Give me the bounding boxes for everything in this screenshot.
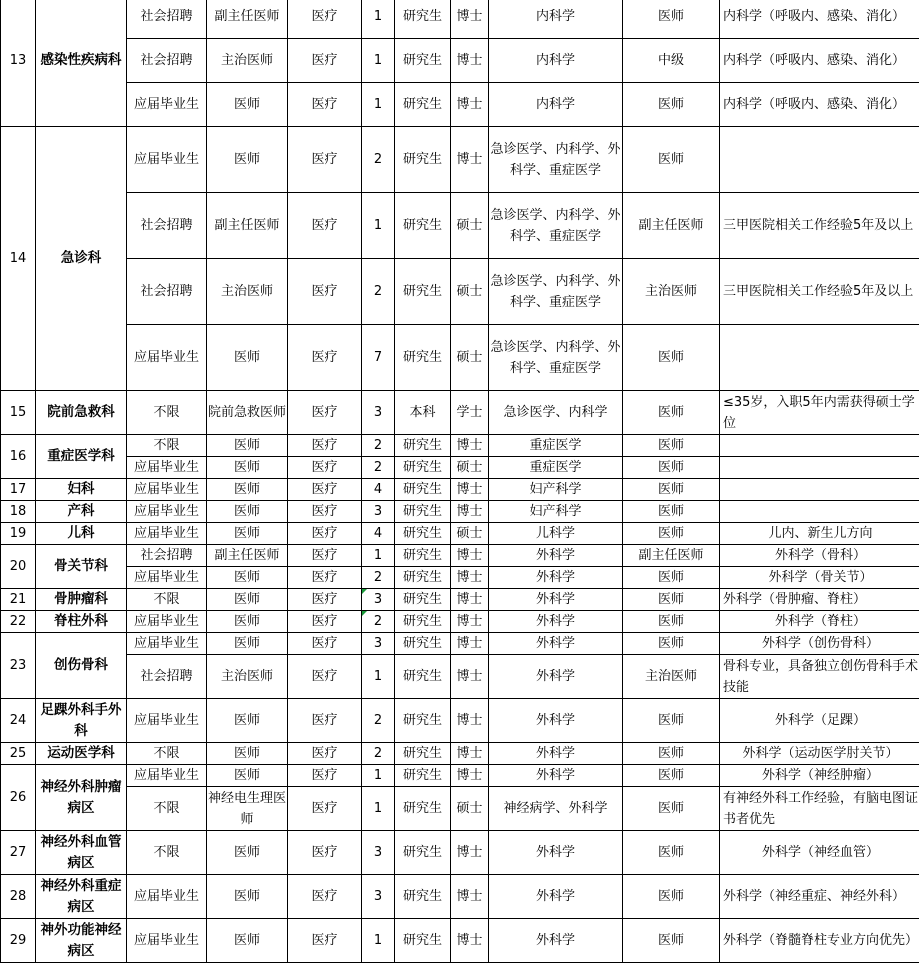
professional-title-cell: 医师: [623, 457, 720, 479]
table-row: [1, 611, 919, 633]
department-cell: 急诊科: [36, 127, 127, 391]
professional-title-cell: 医师: [623, 633, 720, 655]
department-cell: 感染性疾病科: [36, 0, 127, 127]
professional-title-cell: 医师: [623, 83, 720, 127]
recruit-type-cell: 不限: [127, 787, 207, 831]
major-cell: 内科学: [489, 83, 623, 127]
headcount-cell: 1: [362, 919, 395, 963]
category-cell: 医疗: [288, 875, 362, 919]
education-cell: 研究生: [395, 699, 451, 743]
recruit-type-cell: 应届毕业生: [127, 457, 207, 479]
degree-cell: 学士: [451, 391, 489, 435]
major-cell: 急诊医学、内科学: [489, 391, 623, 435]
serial-number-cell: 21: [1, 589, 36, 611]
education-cell: 研究生: [395, 655, 451, 699]
requirement-cell: ≤35岁，入职5年内需获得硕士学位: [720, 391, 919, 435]
headcount-cell: 2: [362, 435, 395, 457]
professional-title-cell: 医师: [623, 501, 720, 523]
table-row: [1, 765, 919, 787]
category-cell: 医疗: [288, 0, 362, 39]
category-cell: 医疗: [288, 831, 362, 875]
professional-title-cell: 医师: [623, 567, 720, 589]
headcount-cell: 2: [362, 259, 395, 325]
headcount-cell: 1: [362, 765, 395, 787]
professional-title-cell: 医师: [623, 831, 720, 875]
requirement-cell: [720, 127, 919, 193]
requirement-cell: 外科学（神经重症、神经外科）: [720, 875, 919, 919]
education-cell: 研究生: [395, 325, 451, 391]
major-cell: 急诊医学、内科学、外科学、重症医学: [489, 259, 623, 325]
table-row: [1, 127, 919, 193]
requirement-cell: 外科学（运动医学肘关节）: [720, 743, 919, 765]
degree-cell: 博士: [451, 501, 489, 523]
position-cell: 医师: [207, 919, 288, 963]
professional-title-cell: 副主任医师: [623, 545, 720, 567]
serial-number-cell: 25: [1, 743, 36, 765]
position-cell: 医师: [207, 743, 288, 765]
recruit-type-cell: 社会招聘: [127, 655, 207, 699]
professional-title-cell: 中级: [623, 39, 720, 83]
professional-title-cell: 医师: [623, 787, 720, 831]
category-cell: 医疗: [288, 325, 362, 391]
degree-cell: 硕士: [451, 325, 489, 391]
degree-cell: 硕士: [451, 523, 489, 545]
headcount-cell: 1: [362, 787, 395, 831]
table-row: [1, 83, 919, 127]
category-cell: 医疗: [288, 457, 362, 479]
requirement-cell: 三甲医院相关工作经验5年及以上: [720, 193, 919, 259]
education-cell: 本科: [395, 391, 451, 435]
serial-number-cell: 16: [1, 435, 36, 479]
table-row: [1, 743, 919, 765]
degree-cell: 博士: [451, 831, 489, 875]
headcount-cell: 7: [362, 325, 395, 391]
category-cell: 医疗: [288, 765, 362, 787]
headcount-cell: 2: [362, 699, 395, 743]
degree-cell: 博士: [451, 743, 489, 765]
headcount-cell: 1: [362, 193, 395, 259]
table-row: [1, 787, 919, 831]
headcount-cell: 2: [362, 567, 395, 589]
recruit-type-cell: 不限: [127, 831, 207, 875]
department-cell: 神外功能神经病区: [36, 919, 127, 963]
major-cell: 外科学: [489, 765, 623, 787]
serial-number-cell: 17: [1, 479, 36, 501]
table-row: [1, 479, 919, 501]
education-cell: 研究生: [395, 545, 451, 567]
table-row: [1, 655, 919, 699]
headcount-cell: 3: [362, 391, 395, 435]
requirement-cell: 外科学（脊髓脊柱专业方向优先）: [720, 919, 919, 963]
recruit-type-cell: 应届毕业生: [127, 633, 207, 655]
recruit-type-cell: 不限: [127, 589, 207, 611]
requirement-cell: [720, 325, 919, 391]
serial-number-cell: 22: [1, 611, 36, 633]
department-cell: 骨关节科: [36, 545, 127, 589]
recruit-type-cell: 应届毕业生: [127, 325, 207, 391]
education-cell: 研究生: [395, 611, 451, 633]
position-cell: 医师: [207, 589, 288, 611]
major-cell: 神经病学、外科学: [489, 787, 623, 831]
major-cell: 儿科学: [489, 523, 623, 545]
table-row: [1, 699, 919, 743]
headcount-cell: 3: [362, 875, 395, 919]
education-cell: 研究生: [395, 457, 451, 479]
recruit-type-cell: 应届毕业生: [127, 919, 207, 963]
position-cell: 医师: [207, 83, 288, 127]
table-row: [1, 523, 919, 545]
major-cell: 妇产科学: [489, 479, 623, 501]
professional-title-cell: 医师: [623, 765, 720, 787]
professional-title-cell: 主治医师: [623, 259, 720, 325]
headcount-cell: 1: [362, 655, 395, 699]
requirement-cell: [720, 501, 919, 523]
headcount-cell: 3: [362, 633, 395, 655]
position-cell: 副主任医师: [207, 193, 288, 259]
category-cell: 医疗: [288, 435, 362, 457]
category-cell: 医疗: [288, 567, 362, 589]
position-cell: 医师: [207, 699, 288, 743]
headcount-cell: 4: [362, 479, 395, 501]
category-cell: 医疗: [288, 523, 362, 545]
recruit-type-cell: 应届毕业生: [127, 765, 207, 787]
position-cell: 神经电生理医师: [207, 787, 288, 831]
professional-title-cell: 主治医师: [623, 655, 720, 699]
major-cell: 外科学: [489, 589, 623, 611]
table-row: [1, 875, 919, 919]
degree-cell: 博士: [451, 83, 489, 127]
requirement-cell: 外科学（神经血管）: [720, 831, 919, 875]
degree-cell: 博士: [451, 479, 489, 501]
department-cell: 创伤骨科: [36, 633, 127, 699]
requirement-cell: 内科学（呼吸内、感染、消化）: [720, 39, 919, 83]
position-cell: 副主任医师: [207, 545, 288, 567]
headcount-cell: 3: [362, 589, 395, 611]
education-cell: 研究生: [395, 83, 451, 127]
education-cell: 研究生: [395, 479, 451, 501]
serial-number-cell: 23: [1, 633, 36, 699]
category-cell: 医疗: [288, 391, 362, 435]
education-cell: 研究生: [395, 919, 451, 963]
position-cell: 医师: [207, 479, 288, 501]
professional-title-cell: 医师: [623, 743, 720, 765]
headcount-cell: 4: [362, 523, 395, 545]
recruit-type-cell: 社会招聘: [127, 193, 207, 259]
table-row: [1, 919, 919, 963]
degree-cell: 博士: [451, 919, 489, 963]
recruit-type-cell: 社会招聘: [127, 39, 207, 83]
major-cell: 急诊医学、内科学、外科学、重症医学: [489, 193, 623, 259]
education-cell: 研究生: [395, 523, 451, 545]
serial-number-cell: 27: [1, 831, 36, 875]
requirement-cell: [720, 479, 919, 501]
major-cell: 内科学: [489, 0, 623, 39]
department-cell: 神经外科重症病区: [36, 875, 127, 919]
professional-title-cell: 医师: [623, 611, 720, 633]
table-row: [1, 325, 919, 391]
recruit-type-cell: 不限: [127, 435, 207, 457]
education-cell: 研究生: [395, 875, 451, 919]
category-cell: 医疗: [288, 655, 362, 699]
education-cell: 研究生: [395, 39, 451, 83]
position-cell: 医师: [207, 523, 288, 545]
requirement-cell: 有神经外科工作经验，有脑电图证书者优先: [720, 787, 919, 831]
recruit-type-cell: 社会招聘: [127, 259, 207, 325]
category-cell: 医疗: [288, 193, 362, 259]
position-cell: 医师: [207, 325, 288, 391]
position-cell: 医师: [207, 611, 288, 633]
requirement-cell: [720, 435, 919, 457]
position-cell: 医师: [207, 457, 288, 479]
professional-title-cell: 医师: [623, 325, 720, 391]
table-row: [1, 457, 919, 479]
serial-number-cell: 14: [1, 127, 36, 391]
serial-number-cell: 13: [1, 0, 36, 127]
major-cell: 重症医学: [489, 457, 623, 479]
position-cell: 医师: [207, 567, 288, 589]
degree-cell: 博士: [451, 589, 489, 611]
major-cell: 外科学: [489, 567, 623, 589]
degree-cell: 博士: [451, 545, 489, 567]
education-cell: 研究生: [395, 567, 451, 589]
recruit-type-cell: 社会招聘: [127, 0, 207, 39]
position-cell: 医师: [207, 633, 288, 655]
position-cell: 主治医师: [207, 259, 288, 325]
recruit-type-cell: 不限: [127, 391, 207, 435]
table-row: [1, 589, 919, 611]
degree-cell: 硕士: [451, 457, 489, 479]
category-cell: 医疗: [288, 919, 362, 963]
major-cell: 妇产科学: [489, 501, 623, 523]
education-cell: 研究生: [395, 743, 451, 765]
education-cell: 研究生: [395, 435, 451, 457]
degree-cell: 硕士: [451, 259, 489, 325]
education-cell: 研究生: [395, 787, 451, 831]
recruit-type-cell: 应届毕业生: [127, 523, 207, 545]
professional-title-cell: 医师: [623, 699, 720, 743]
requirement-cell: 外科学（骨肿瘤、脊柱）: [720, 589, 919, 611]
requirement-cell: 外科学（神经肿瘤）: [720, 765, 919, 787]
degree-cell: 博士: [451, 633, 489, 655]
professional-title-cell: 医师: [623, 391, 720, 435]
category-cell: 医疗: [288, 589, 362, 611]
professional-title-cell: 医师: [623, 127, 720, 193]
department-cell: 产科: [36, 501, 127, 523]
position-cell: 医师: [207, 127, 288, 193]
category-cell: 医疗: [288, 699, 362, 743]
table-row: [1, 567, 919, 589]
table-row: [1, 831, 919, 875]
education-cell: 研究生: [395, 127, 451, 193]
position-cell: 院前急救医师: [207, 391, 288, 435]
recruit-type-cell: 应届毕业生: [127, 127, 207, 193]
major-cell: 外科学: [489, 633, 623, 655]
degree-cell: 博士: [451, 875, 489, 919]
department-cell: 神经外科肿瘤病区: [36, 765, 127, 831]
major-cell: 内科学: [489, 39, 623, 83]
major-cell: 外科学: [489, 875, 623, 919]
requirement-cell: 内科学（呼吸内、感染、消化）: [720, 83, 919, 127]
education-cell: 研究生: [395, 193, 451, 259]
category-cell: 医疗: [288, 479, 362, 501]
serial-number-cell: 15: [1, 391, 36, 435]
recruit-type-cell: 应届毕业生: [127, 611, 207, 633]
department-cell: 神经外科血管病区: [36, 831, 127, 875]
major-cell: 重症医学: [489, 435, 623, 457]
department-cell: 运动医学科: [36, 743, 127, 765]
table-row: [1, 193, 919, 259]
position-cell: 医师: [207, 435, 288, 457]
requirement-cell: 外科学（脊柱）: [720, 611, 919, 633]
category-cell: 医疗: [288, 501, 362, 523]
requirement-cell: 儿内、新生儿方向: [720, 523, 919, 545]
headcount-cell: 1: [362, 39, 395, 83]
headcount-cell: 3: [362, 501, 395, 523]
serial-number-cell: 28: [1, 875, 36, 919]
recruit-type-cell: 应届毕业生: [127, 875, 207, 919]
category-cell: 医疗: [288, 787, 362, 831]
department-cell: 骨肿瘤科: [36, 589, 127, 611]
headcount-cell: 2: [362, 743, 395, 765]
education-cell: 研究生: [395, 765, 451, 787]
recruit-type-cell: 应届毕业生: [127, 567, 207, 589]
position-cell: 医师: [207, 501, 288, 523]
recruit-type-cell: 应届毕业生: [127, 479, 207, 501]
recruit-type-cell: 不限: [127, 743, 207, 765]
education-cell: 研究生: [395, 831, 451, 875]
major-cell: 外科学: [489, 699, 623, 743]
education-cell: 研究生: [395, 0, 451, 39]
professional-title-cell: 医师: [623, 589, 720, 611]
department-cell: 妇科: [36, 479, 127, 501]
professional-title-cell: 医师: [623, 875, 720, 919]
major-cell: 外科学: [489, 611, 623, 633]
requirement-cell: 外科学（创伤骨科）: [720, 633, 919, 655]
table-row: [1, 435, 919, 457]
degree-cell: 博士: [451, 655, 489, 699]
education-cell: 研究生: [395, 633, 451, 655]
headcount-cell: 1: [362, 545, 395, 567]
position-cell: 医师: [207, 831, 288, 875]
department-cell: 重症医学科: [36, 435, 127, 479]
professional-title-cell: 副主任医师: [623, 193, 720, 259]
serial-number-cell: 19: [1, 523, 36, 545]
degree-cell: 博士: [451, 127, 489, 193]
position-cell: 主治医师: [207, 655, 288, 699]
degree-cell: 硕士: [451, 193, 489, 259]
category-cell: 医疗: [288, 611, 362, 633]
professional-title-cell: 医师: [623, 919, 720, 963]
category-cell: 医疗: [288, 127, 362, 193]
major-cell: 急诊医学、内科学、外科学、重症医学: [489, 325, 623, 391]
degree-cell: 博士: [451, 0, 489, 39]
professional-title-cell: 医师: [623, 479, 720, 501]
degree-cell: 博士: [451, 39, 489, 83]
serial-number-cell: 29: [1, 919, 36, 963]
requirement-cell: 骨科专业，具备独立创伤骨科手术技能: [720, 655, 919, 699]
requirement-cell: 外科学（足踝）: [720, 699, 919, 743]
category-cell: 医疗: [288, 545, 362, 567]
recruit-type-cell: 应届毕业生: [127, 501, 207, 523]
education-cell: 研究生: [395, 501, 451, 523]
degree-cell: 博士: [451, 611, 489, 633]
requirement-cell: 外科学（骨科）: [720, 545, 919, 567]
position-cell: 主治医师: [207, 39, 288, 83]
category-cell: 医疗: [288, 743, 362, 765]
table-row: [1, 391, 919, 435]
professional-title-cell: 医师: [623, 523, 720, 545]
serial-number-cell: 26: [1, 765, 36, 831]
department-cell: 脊柱外科: [36, 611, 127, 633]
serial-number-cell: 18: [1, 501, 36, 523]
serial-number-cell: 24: [1, 699, 36, 743]
position-cell: 医师: [207, 875, 288, 919]
category-cell: 医疗: [288, 39, 362, 83]
position-cell: 医师: [207, 765, 288, 787]
major-cell: 急诊医学、内科学、外科学、重症医学: [489, 127, 623, 193]
table-row: [1, 501, 919, 523]
headcount-cell: 1: [362, 83, 395, 127]
table-body: [1, 0, 919, 963]
degree-cell: 博士: [451, 765, 489, 787]
recruit-type-cell: 应届毕业生: [127, 83, 207, 127]
degree-cell: 博士: [451, 435, 489, 457]
table-row: [1, 0, 919, 39]
table-row: [1, 545, 919, 567]
table-row: [1, 39, 919, 83]
headcount-cell: 2: [362, 457, 395, 479]
major-cell: 外科学: [489, 545, 623, 567]
recruit-type-cell: 应届毕业生: [127, 699, 207, 743]
professional-title-cell: 医师: [623, 0, 720, 39]
major-cell: 外科学: [489, 655, 623, 699]
education-cell: 研究生: [395, 589, 451, 611]
education-cell: 研究生: [395, 259, 451, 325]
table-row: [1, 633, 919, 655]
department-cell: 儿科: [36, 523, 127, 545]
headcount-cell: 2: [362, 127, 395, 193]
department-cell: 足踝外科手外科: [36, 699, 127, 743]
degree-cell: 硕士: [451, 787, 489, 831]
requirement-cell: 三甲医院相关工作经验5年及以上: [720, 259, 919, 325]
requirement-cell: 内科学（呼吸内、感染、消化）: [720, 0, 919, 39]
degree-cell: 博士: [451, 699, 489, 743]
category-cell: 医疗: [288, 83, 362, 127]
headcount-cell: 3: [362, 831, 395, 875]
recruit-type-cell: 社会招聘: [127, 545, 207, 567]
department-cell: 院前急救科: [36, 391, 127, 435]
category-cell: 医疗: [288, 633, 362, 655]
requirement-cell: [720, 457, 919, 479]
degree-cell: 博士: [451, 567, 489, 589]
major-cell: 外科学: [489, 919, 623, 963]
major-cell: 外科学: [489, 743, 623, 765]
major-cell: 外科学: [489, 831, 623, 875]
category-cell: 医疗: [288, 259, 362, 325]
headcount-cell: 1: [362, 0, 395, 39]
serial-number-cell: 20: [1, 545, 36, 589]
professional-title-cell: 医师: [623, 435, 720, 457]
requirement-cell: 外科学（骨关节）: [720, 567, 919, 589]
position-cell: 副主任医师: [207, 0, 288, 39]
table-row: [1, 259, 919, 325]
headcount-cell: 2: [362, 611, 395, 633]
